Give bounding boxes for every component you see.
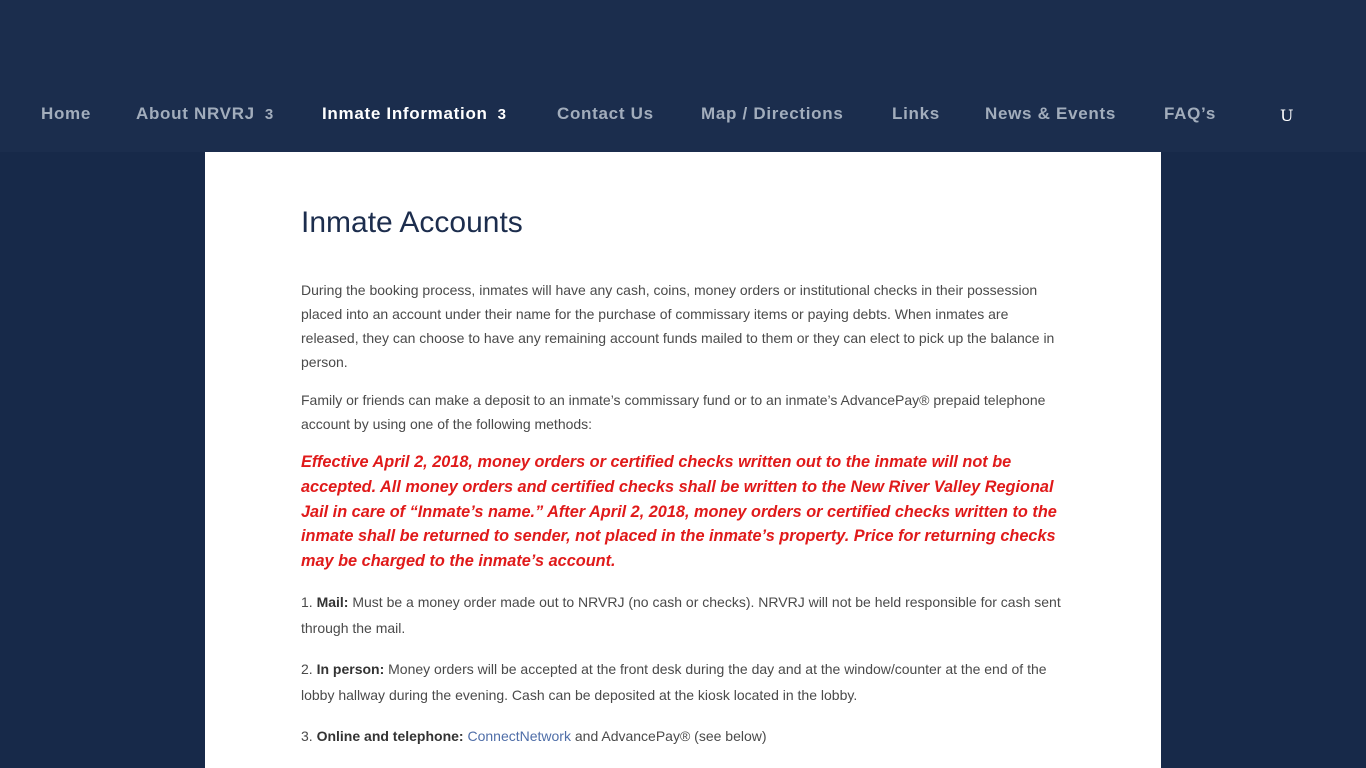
method-online: [301, 723, 1065, 749]
main-content: [205, 152, 1161, 768]
item-text: Must be a money order made out to NRVRJ (no cash or checks). NRVRJ will not be held responsible for cash sent through the mail.: [301, 593, 1061, 636]
connectnetwork-link[interactable]: ConnectNetwork: [467, 727, 571, 744]
nav-item-label: News & Events: [985, 104, 1116, 123]
nav-item-about[interactable]: [136, 104, 274, 124]
nav-item-links[interactable]: [892, 104, 940, 124]
nav-item-inmate-information[interactable]: [322, 104, 507, 124]
dropdown-arrow-icon: 3: [264, 106, 274, 123]
nav-item-home[interactable]: [41, 104, 91, 124]
nav-item-label: Inmate Information: [322, 104, 488, 123]
alert-notice: Effective April 2, 2018, money orders or certified checks written out to the inmate will not be accepted. All money orders and certified checks shall be written to the New River Valley Regional Jail in care of “Inmate’s name.” After April 2, 2018, money orders or certified checks written to the inmate shall be returned to sender, not placed in the inmate’s property. Price for returning checks may be charged to the inmate’s account.: [301, 453, 1057, 571]
nav-item-label: FAQ’s: [1164, 104, 1216, 123]
item-number: 3.: [301, 727, 313, 744]
method-mail: [301, 589, 1065, 641]
nav-item-faq[interactable]: [1164, 104, 1216, 124]
item-text: and AdvancePay® (see below): [574, 727, 767, 744]
item-number: 1.: [301, 593, 313, 610]
item-label: In person:: [316, 660, 385, 677]
item-label: Mail:: [316, 593, 349, 610]
page-title: Inmate Accounts: [301, 206, 523, 239]
nav-item-contact[interactable]: [557, 104, 654, 124]
nav-item-map[interactable]: [701, 104, 844, 124]
nav-item-label: Contact Us: [557, 104, 654, 123]
item-number: 2.: [301, 660, 313, 677]
intro-paragraph: During the booking process, inmates will have any cash, coins, money orders or institutional checks in their possession placed into an account under their name for the purchase of commissary items or paying debts. When inmates are released, they can choose to have any remaining account funds mailed to them or they can elect to pick up the balance in person.: [301, 282, 1055, 370]
deposit-paragraph: Family or friends can make a deposit to an inmate’s commissary fund or to an inmate’s AdvancePay® prepaid telephone account by using one of the following methods:: [301, 392, 1046, 432]
nav-item-label: Links: [892, 104, 940, 123]
item-label: Online and telephone:: [316, 727, 464, 744]
site-header: [0, 0, 1366, 152]
dropdown-arrow-icon: 3: [497, 106, 507, 123]
method-in-person: [301, 656, 1065, 708]
nav-item-label: About NRVRJ: [136, 104, 255, 123]
nav-item-label: Home: [41, 104, 92, 123]
article: [301, 206, 1065, 749]
item-text: Money orders will be accepted at the front desk during the day and at the window/counter at the end of the lobby hallway during the evening. Cash can be deposited at the kiosk located in the lobby.: [301, 660, 1047, 703]
main-nav: [0, 104, 1366, 128]
search-icon[interactable]: U: [1280, 106, 1294, 125]
nav-item-label: Map / Directions: [701, 104, 844, 123]
nav-item-news[interactable]: [985, 104, 1116, 124]
